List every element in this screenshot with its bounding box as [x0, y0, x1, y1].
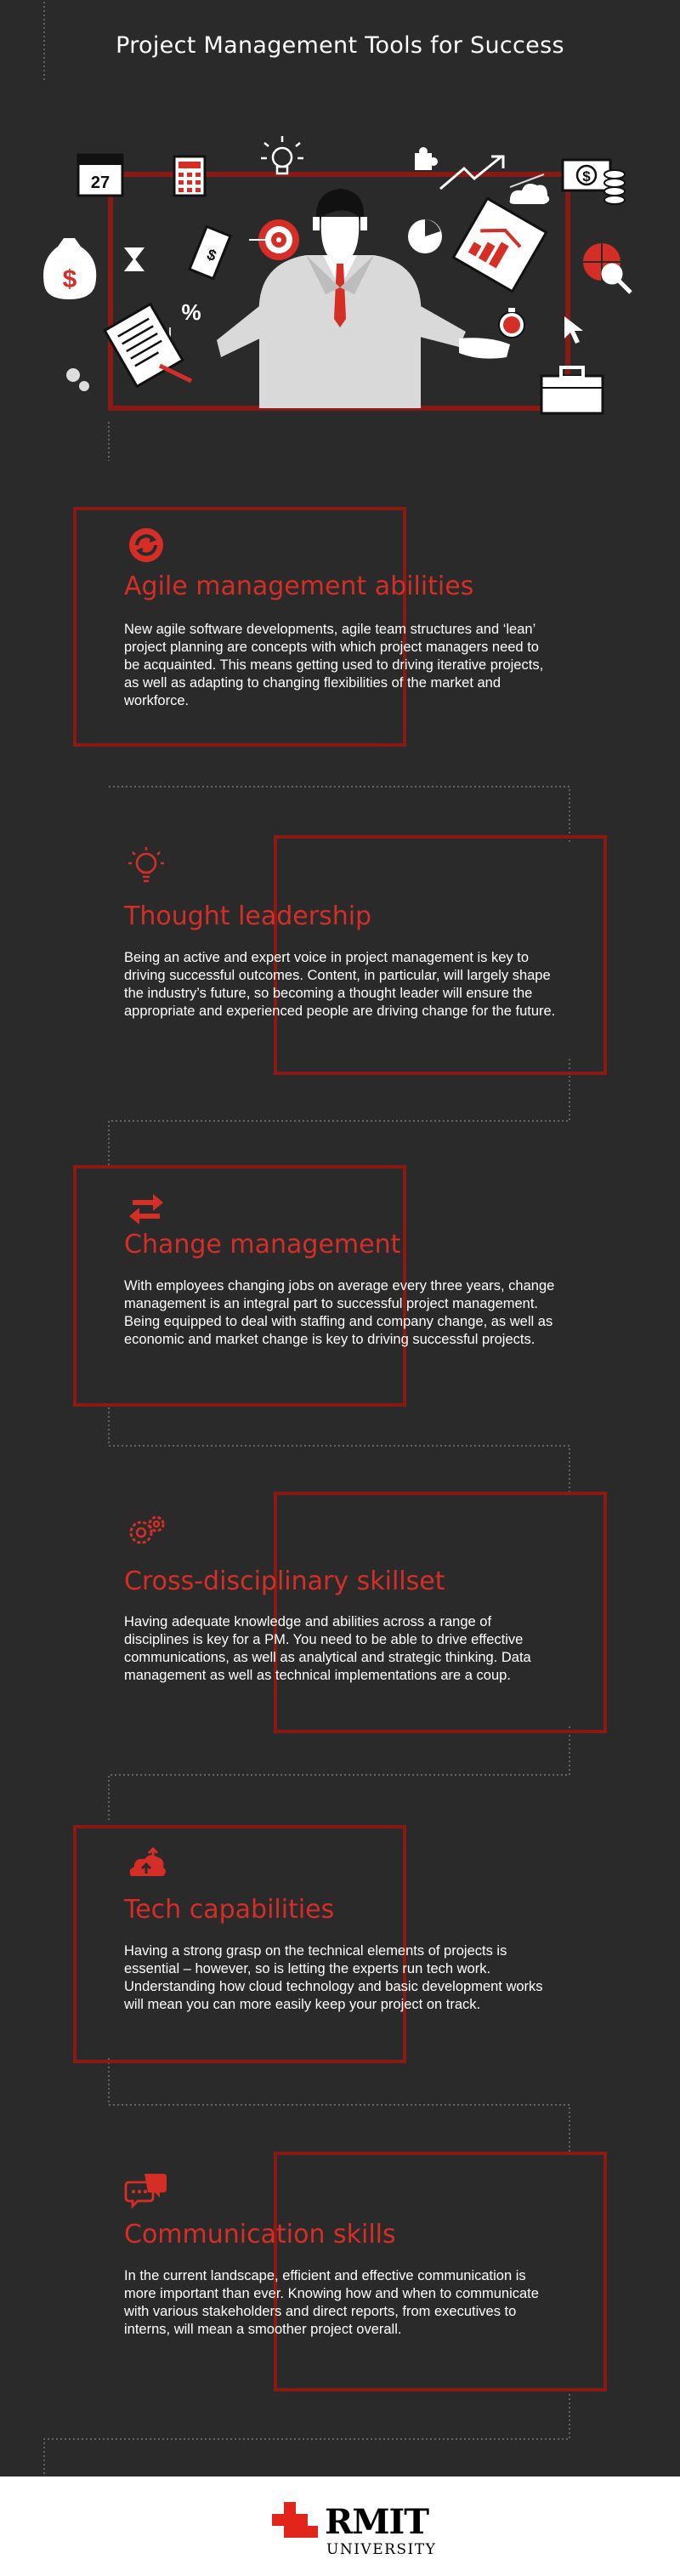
svg-text:$: $ — [204, 245, 219, 265]
speech-bubbles-icon — [124, 2165, 168, 2209]
section-body: With employees changing jobs on average every three years, change management is an integral part to successful project management. Being equipped to deal with staffing and company change, as well as economic and market change is key to driving successful projects. — [124, 1278, 555, 1347]
puzzle-icon — [415, 147, 438, 170]
cloud-icon — [510, 184, 550, 204]
calendar-icon — [78, 155, 122, 196]
globe-search-icon — [583, 243, 631, 293]
percent-icon: % — [181, 299, 201, 325]
money-bill-icon — [563, 160, 610, 190]
section-body: New agile software developments, agile team structures and ‘lean’ project planning are concepts with which project managers need to be acquainted. This means getting used to driving iterative projects, as well as adapting to changing flexibilities of the market and workforce. — [124, 622, 544, 708]
rmit-logo[interactable] — [272, 2502, 442, 2562]
lightbulb-icon — [261, 136, 303, 173]
section-title: Thought leadership — [124, 901, 372, 931]
businessman-illustration — [217, 189, 510, 408]
calculator-icon — [174, 156, 205, 196]
gears-icon — [124, 1510, 168, 1555]
section-title: Cross-disciplinary skillset — [124, 1567, 445, 1596]
pie-chart-icon — [408, 219, 442, 253]
refresh-cycle-icon — [124, 523, 168, 567]
svg-text:$: $ — [582, 168, 591, 185]
section-title: Communication skills — [124, 2220, 396, 2249]
svg-text:$: $ — [62, 265, 77, 293]
section-title: Tech capabilities — [124, 1895, 335, 1925]
section-title: Change management — [124, 1230, 401, 1260]
briefcase-icon — [541, 367, 603, 413]
lightbulb-icon — [124, 843, 168, 887]
target-icon — [249, 219, 299, 260]
brand-subtitle: UNIVERSITY — [326, 2541, 437, 2558]
svg-text:27: 27 — [90, 173, 110, 192]
rmit-pixel-mark-icon — [272, 2502, 318, 2548]
money-bag-icon — [43, 238, 96, 299]
section-title: Agile management abilities — [124, 571, 474, 601]
stopwatch-icon — [499, 308, 524, 338]
report-chart-icon — [453, 198, 546, 291]
brand-name: RMIT — [325, 2502, 428, 2542]
cloud-upload-icon — [124, 1845, 168, 1890]
hourglass-icon — [126, 248, 143, 270]
section-body: In the current landscape, efficient and effective communication is more important than ever. Knowing how and when to communicate with various stakeholders and direct reports, from executives to interns, will mean a smoother project overall. — [124, 2268, 539, 2337]
section-frame — [274, 1492, 607, 1733]
section-body: Having adequate knowledge and abilities across a range of disciplines is key for a PM. You need to be able to drive effective communications, as well as analytical and strategic thinking. Data management as well as technical implementations are a coup. — [124, 1614, 531, 1683]
banknotes-icon — [190, 226, 230, 278]
footer — [0, 2476, 680, 2576]
hero-illustration — [0, 0, 680, 442]
section-body: Being an active and expert voice in project management is key to driving successful outcomes. Content, in particular, will largely shape the industry’s future, so becoming a thought leader will ensure the appropriate and experienced people are driving change for the future. — [124, 950, 556, 1019]
section-body: Having a strong grasp on the technical elements of projects is essential – however, so is letting the experts run tech work. Understanding how cloud technology and basic development works will mean you can more easily keep your project on track. — [124, 1943, 543, 2012]
gears-small-icon — [66, 368, 89, 391]
page-title: Project Management Tools for Success — [116, 32, 564, 59]
document-icon — [105, 304, 191, 387]
swap-arrows-icon — [124, 1187, 168, 1231]
